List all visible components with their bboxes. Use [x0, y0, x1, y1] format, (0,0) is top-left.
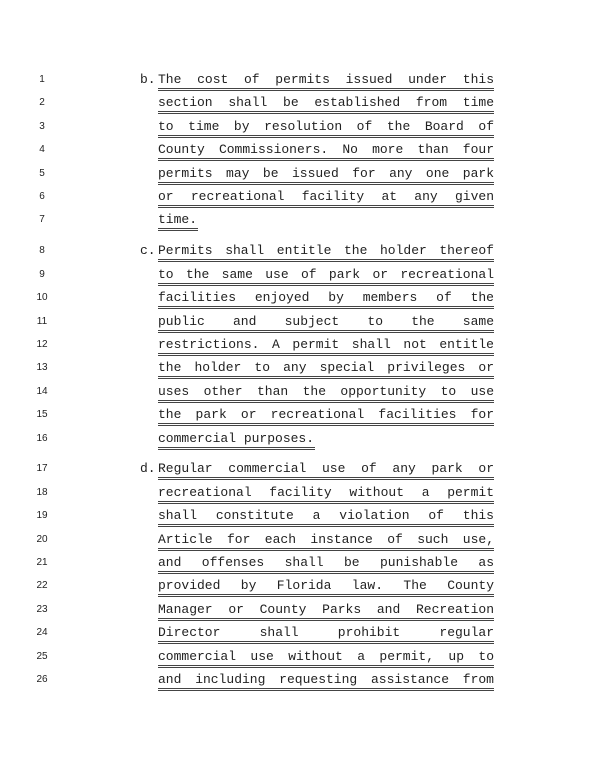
paragraph-marker: b. [140, 72, 156, 87]
underline-rule [158, 160, 494, 161]
underline-rule [158, 88, 494, 89]
underline-rule [158, 376, 494, 377]
underline-rule [158, 620, 494, 621]
underline-rule [158, 285, 494, 286]
underlined-text-line: public and subject to the same [158, 313, 494, 329]
underlined-text-line: and offenses shall be punishable as [158, 555, 494, 570]
underlined-text-line: Regular commercial use of any park or [158, 461, 494, 477]
line-number: 17 [36, 463, 48, 475]
underline-rule [158, 184, 494, 185]
underline-rule [158, 158, 494, 159]
line-number: 22 [36, 580, 48, 592]
line-number: 1 [39, 74, 45, 85]
underline-rule [158, 425, 494, 426]
underlined-text-line: Article for each instance of such use, [158, 531, 494, 547]
underlined-text-line: facilities enjoyed by members of the [158, 290, 494, 306]
line-number: 13 [36, 362, 48, 374]
line-number: 14 [36, 385, 48, 397]
line-number: 3 [39, 120, 45, 132]
underline-rule [158, 182, 494, 183]
underline-rule [158, 113, 494, 114]
underline-rule [158, 571, 494, 572]
line-number: 9 [39, 268, 45, 280]
line-number: 8 [39, 245, 45, 257]
underline-rule [158, 402, 494, 403]
line-number: 18 [36, 486, 48, 498]
underlined-text-line: Director shall prohibit regular [158, 625, 494, 641]
underline-rule [158, 259, 494, 260]
underline-rule [158, 526, 494, 527]
underline-rule [158, 378, 494, 379]
underline-rule [158, 665, 494, 666]
underline-rule [158, 230, 198, 231]
underline-rule [158, 524, 494, 525]
line-number: 15 [36, 409, 48, 421]
line-number: 6 [39, 191, 45, 202]
underlined-text-line: recreational facility without a permit [158, 484, 494, 500]
line-number: 16 [36, 432, 48, 444]
underline-rule [158, 643, 494, 644]
underlined-text-line: commercial purposes. [158, 430, 315, 446]
line-number: 23 [36, 603, 48, 615]
underline-rule [158, 205, 494, 206]
underline-rule [158, 283, 494, 284]
underlined-text-line: Permits shall entitle the holder thereof [158, 243, 494, 259]
underlined-text-line: restrictions. A permit shall not entitle [158, 336, 494, 352]
line-number: 12 [36, 338, 48, 350]
underline-rule [158, 261, 494, 262]
underlined-text-line: The cost of permits issued under this [158, 72, 494, 87]
underline-rule [158, 306, 494, 307]
line-number: 21 [36, 557, 48, 568]
underlined-text-line: uses other than the opportunity to use [158, 383, 494, 399]
line-number: 24 [36, 627, 48, 639]
underline-rule [158, 330, 494, 331]
underline-rule [158, 594, 494, 595]
paragraph-marker: c. [140, 243, 156, 259]
underlined-text-line: to the same use of park or recreational [158, 266, 494, 282]
underline-rule [158, 618, 494, 619]
underline-rule [158, 207, 494, 208]
underlined-text-line: to time by resolution of the Board of [158, 118, 494, 134]
line-number: 19 [36, 510, 48, 522]
underline-rule [158, 641, 494, 642]
line-number: 4 [39, 144, 45, 156]
underlined-text-line: provided by Florida law. The County [158, 578, 494, 594]
paragraph-marker: d. [140, 461, 156, 477]
underline-rule [158, 423, 494, 424]
underline-rule [158, 449, 315, 450]
underline-rule [158, 135, 494, 136]
underlined-text-line: permits may be issued for any one park [158, 165, 494, 181]
underline-rule [158, 477, 494, 478]
underlined-text-line: County Commissioners. No more than four [158, 142, 494, 158]
underlined-text-line: commercial use without a permit, up to [158, 648, 494, 664]
underline-rule [158, 228, 198, 229]
line-number: 7 [39, 214, 45, 226]
underlined-text-line: or recreational facility at any given [158, 189, 494, 204]
line-number: 25 [36, 650, 48, 662]
underline-rule [158, 332, 494, 333]
underline-rule [158, 447, 315, 448]
underlined-text-line: the park or recreational facilities for [158, 407, 494, 423]
underline-rule [158, 501, 494, 502]
underlined-text-line: and including requesting assistance from [158, 672, 494, 687]
underline-rule [158, 308, 494, 309]
line-number: 20 [36, 533, 48, 545]
underline-rule [158, 400, 494, 401]
underline-rule [158, 137, 494, 138]
underline-rule [158, 690, 494, 691]
underline-rule [158, 353, 494, 354]
underline-rule [158, 573, 494, 574]
underline-rule [158, 688, 494, 689]
underline-rule [158, 90, 494, 91]
underline-rule [158, 479, 494, 480]
line-number: 26 [36, 674, 48, 685]
underline-rule [158, 355, 494, 356]
underlined-text-line: section shall be established from time [158, 95, 494, 111]
underline-rule [158, 596, 494, 597]
underlined-text-line: Manager or County Parks and Recreation [158, 601, 494, 617]
underlined-text-line: the holder to any special privileges or [158, 360, 494, 376]
underlined-text-line: shall constitute a violation of this [158, 508, 494, 524]
underline-rule [158, 550, 494, 551]
underline-rule [158, 548, 494, 549]
underline-rule [158, 667, 494, 668]
line-number: 5 [39, 167, 45, 179]
underline-rule [158, 111, 494, 112]
line-number: 10 [36, 292, 48, 304]
underlined-text-line: time. [158, 212, 198, 228]
underline-rule [158, 503, 494, 504]
line-number: 11 [36, 315, 48, 327]
line-number: 2 [39, 97, 45, 109]
